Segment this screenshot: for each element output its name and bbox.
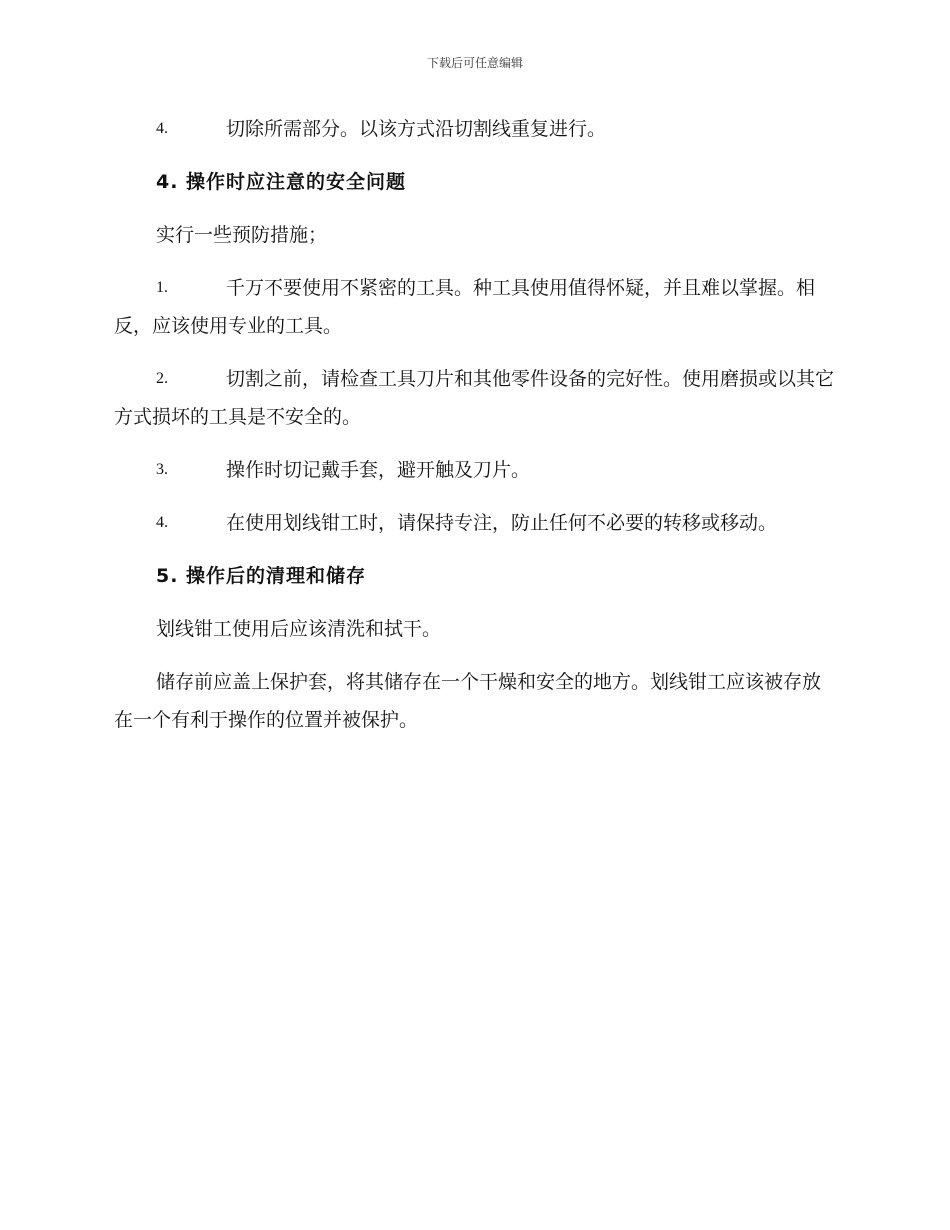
item-number: 1. (156, 279, 168, 296)
section-heading-5: 5. 操作后的清理和储存 (156, 565, 367, 587)
item-text: 切割之前，请检查工具刀片和其他零件设备的完好性。使用磨损或以其它方式损坏的工具是不安全的。 (114, 368, 835, 428)
numbered-paragraph (114, 504, 834, 542)
intro-paragraph: 实行一些预防措施； (156, 224, 328, 246)
item-number: 3. (156, 461, 168, 478)
item-text: 千万不要使用不紧密的工具。种工具使用值得怀疑，并且难以掌握。相反，应该使用专业的工具。 (114, 277, 816, 337)
item-number: 4. (156, 120, 168, 137)
numbered-paragraph (114, 269, 834, 345)
section-heading-4: 4. 操作时应注意的安全问题 (156, 171, 407, 193)
numbered-paragraph (114, 451, 834, 489)
item-number: 4. (156, 514, 168, 531)
item-text: 切除所需部分。以该方式沿切割线重复进行。 (226, 118, 607, 140)
page-header: 下载后可任意编辑 (426, 56, 523, 70)
item-text: 在使用划线钳工时，请保持专注，防止任何不必要的转移或移动。 (226, 512, 778, 534)
numbered-paragraph (114, 110, 834, 148)
item-number: 2. (156, 370, 168, 387)
storage-paragraph: 储存前应盖上保护套，将其储存在一个干燥和安全的地方。划线钳工应该被存放在一个有利于操作的位置并被保护。 (114, 671, 822, 731)
item-text: 操作时切记戴手套，避开触及刀片。 (226, 459, 531, 481)
document-body (114, 110, 834, 754)
numbered-paragraph (114, 360, 834, 436)
cleaning-paragraph: 划线钳工使用后应该清洗和拭干。 (156, 618, 442, 640)
